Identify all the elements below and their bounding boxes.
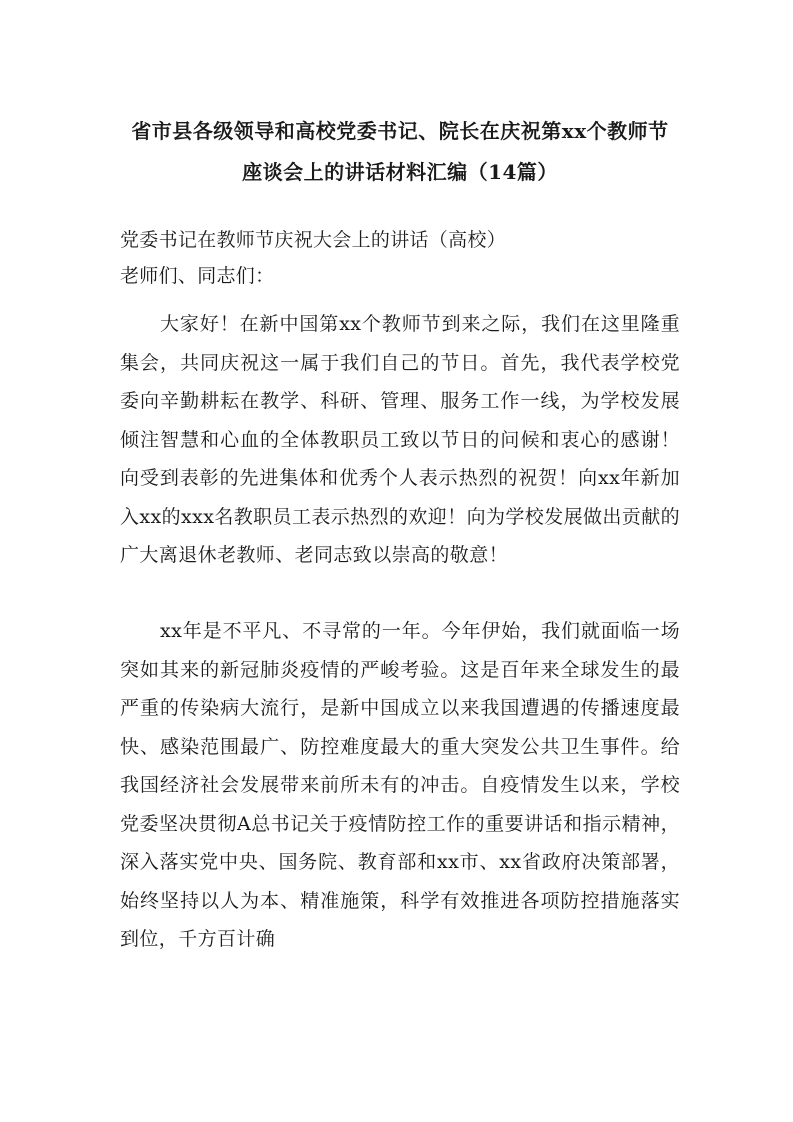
document-title-line-2: 座谈会上的讲话材料汇编（14篇） (242, 160, 558, 184)
speech-subtitle: 党委书记在教师节庆祝大会上的讲话（高校） (120, 229, 507, 251)
document-title-line-1: 省市县各级领导和高校党委书记、院长在庆祝第xx个教师节 (131, 119, 669, 143)
paragraph: xx年是不平凡、不寻常的一年。今年伊始，我们就面临一场突如其来的新冠肺炎疫情的严峻考验。这是百年来全球发生的最严重的传染病大流行，是新中国成立以来我国遭遇的传播速度最快、感染范围最广、防控难度最大的重大突发公共卫生事件。给我国经济社会发展带来前所未有的冲击。自疫情发生以来，学校党委坚决贯彻A总书记关于疫情防控工作的重要讲话和指示精神，深入落实党中央、国务院、教育部和xx市、xx省政府决策部署，始终坚持以人为本、精准施策，科学有效推进各项防控措施落实到位，千方百计确 (120, 620, 680, 950)
paragraph: 大家好！在新中国第xx个教师节到来之际，我们在这里隆重集会，共同庆祝这一属于我们自己的节日。首先，我代表学校党委向辛勤耕耘在教学、科研、管理、服务工作一线，为学校发展倾注智慧和心血的全体教职员工致以节日的问候和衷心的感谢！向受到表彰的先进集体和优秀个人表示热烈的祝贺！向xx年新加入xx的xxx名教职员工表示热烈的欢迎！向为学校发展做出贡献的广大离退休老教师、老同志致以崇高的敬意！ (120, 313, 680, 566)
salutation: 老师们、同志们： (120, 265, 275, 287)
